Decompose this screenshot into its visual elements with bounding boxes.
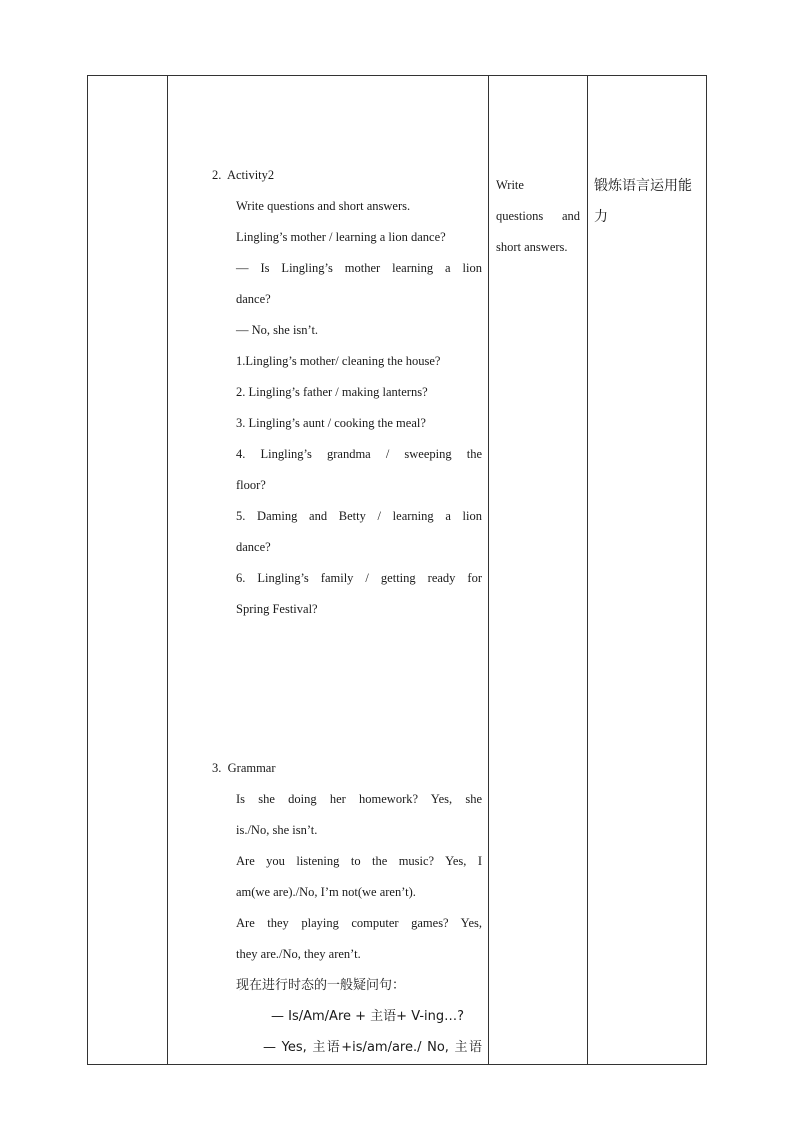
grammar-example: Is she doing her homework? Yes, she [236, 792, 482, 806]
grammar-example: is./No, she isn’t. [236, 823, 318, 837]
activity-item: dance? [236, 540, 271, 554]
purpose-cell [594, 171, 702, 233]
student-activity-line: questions and [496, 209, 580, 223]
activity-2-body [236, 191, 482, 625]
activity-item: 6. Lingling’s family / getting ready for [236, 571, 482, 585]
student-activity-line: short answers. [496, 240, 568, 254]
example-question-line-2: dance? [236, 292, 271, 306]
activity-item: 3. Lingling’s aunt / cooking the meal? [236, 416, 426, 430]
activity-2-section [212, 160, 482, 191]
column-divider-2 [488, 75, 489, 1065]
purpose-line: 力 [594, 209, 608, 225]
grammar-example: they are./No, they aren’t. [236, 947, 361, 961]
activity-2-heading: 2. Activity2 [212, 168, 275, 182]
activity-item: 5. Daming and Betty / learning a lion [236, 509, 482, 523]
activity-item: 2. Lingling’s father / making lanterns? [236, 385, 428, 399]
example-answer: — No, she isn’t. [236, 323, 319, 337]
grammar-formula-answer: — Yes, 主语+is/am/are./ No, 主语 [263, 1040, 482, 1055]
activity-item: Spring Festival? [236, 602, 318, 616]
activity-instruction: Write questions and short answers. [236, 199, 411, 213]
purpose-line: 锻炼语言运用能 [594, 178, 692, 194]
grammar-heading: 3. Grammar [212, 761, 276, 775]
grammar-example: am(we are)./No, I’m not(we aren’t). [236, 885, 416, 899]
grammar-rule-title: 现在进行时态的一般疑问句： [236, 978, 406, 993]
activity-item: 1.Lingling’s mother/ cleaning the house? [236, 354, 441, 368]
grammar-example: Are they playing computer games? Yes, [236, 916, 482, 930]
example-question-line-1: — Is Lingling’s mother learning a lion [236, 261, 482, 275]
grammar-section [212, 753, 482, 784]
grammar-body [236, 784, 482, 1063]
column-divider-1 [167, 75, 168, 1065]
grammar-formula-question: — Is/Am/Are + 主语+ V-ing…? [271, 1009, 465, 1024]
activity-item: floor? [236, 478, 266, 492]
column-divider-3 [587, 75, 588, 1065]
student-activity-cell [496, 170, 580, 263]
student-activity-line: Write [496, 178, 524, 192]
example-prompt: Lingling’s mother / learning a lion dance? [236, 230, 446, 244]
activity-item: 4. Lingling’s grandma / sweeping the [236, 447, 482, 461]
grammar-example: Are you listening to the music? Yes, I [236, 854, 482, 868]
